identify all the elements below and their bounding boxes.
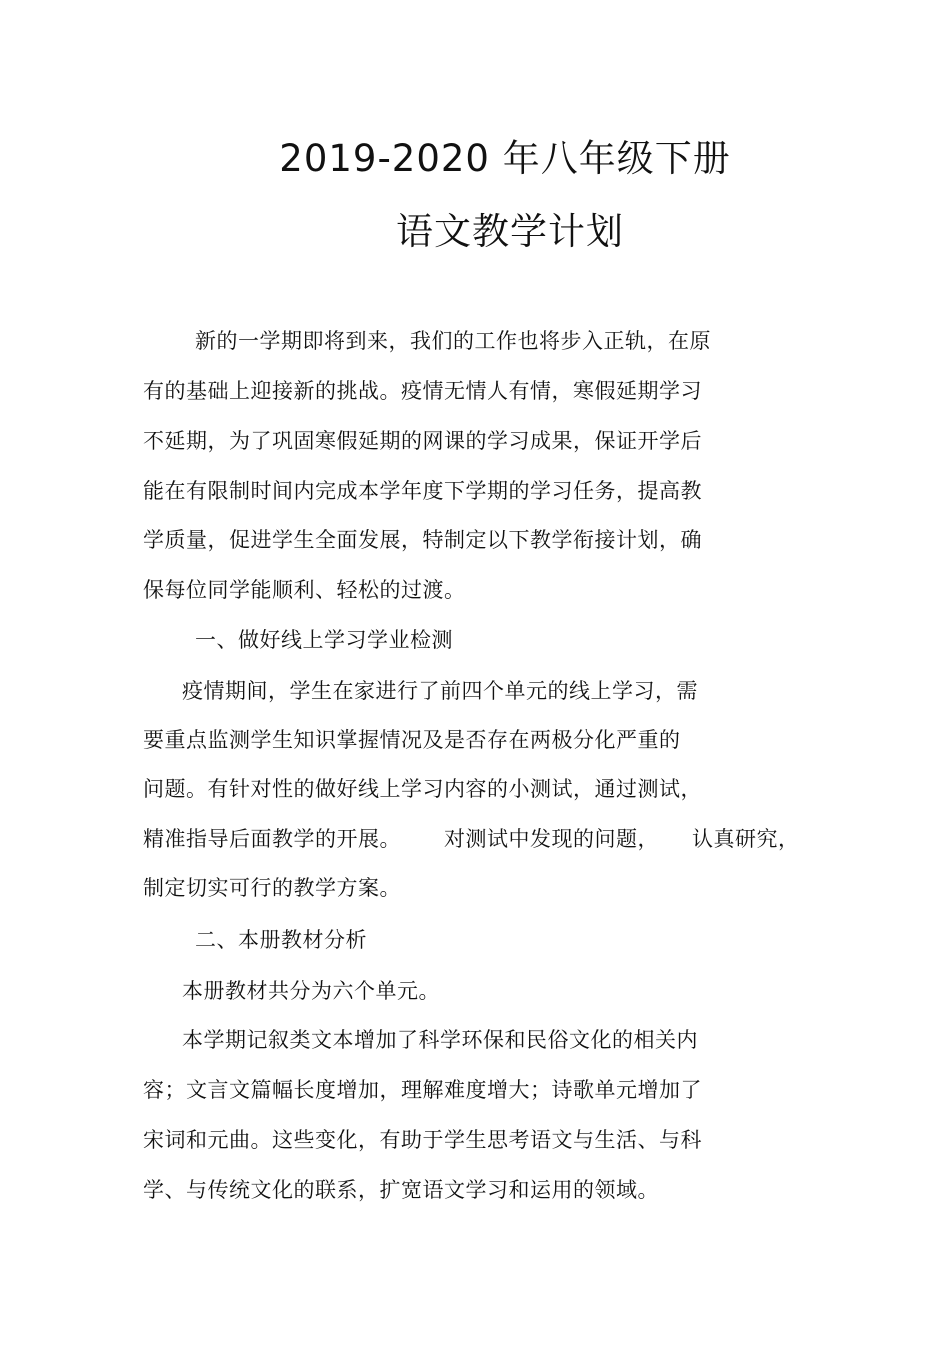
paragraph-line: 学质量，促进学生全面发展，特制定以下教学衔接计划，确 <box>143 528 702 552</box>
paragraph-line: 学、与传统文化的联系，扩宽语文学习和运用的领域。 <box>143 1178 659 1202</box>
paragraph-line: 能在有限制时间内完成本学年度下学期的学习任务，提高教 <box>143 479 702 503</box>
paragraph-line: 制定切实可行的教学方案。 <box>143 876 401 900</box>
section-heading: 一、做好线上学习学业检测 <box>195 628 453 652</box>
paragraph-line: 不延期，为了巩固寒假延期的网课的学习成果，保证开学后 <box>143 429 702 453</box>
paragraph-line: 对测试中发现的问题， <box>444 827 659 851</box>
paragraph-line: 问题。有针对性的做好线上学习内容的小测试，通过测试， <box>143 777 702 801</box>
paragraph-line: 本学期记叙类文本增加了科学环保和民俗文化的相关内 <box>182 1028 698 1052</box>
paragraph-line: 宋词和元曲。这些变化，有助于学生思考语文与生活、与科 <box>143 1128 702 1152</box>
paragraph-line: 有的基础上迎接新的挑战。疫情无情人有情，寒假延期学习 <box>143 379 702 403</box>
section-heading: 二、本册教材分析 <box>195 928 367 952</box>
paragraph-line: 要重点监测学生知识掌握情况及是否存在两极分化严重的 <box>143 728 681 752</box>
paragraph-line: 本册教材共分为六个单元。 <box>182 979 440 1003</box>
paragraph-line: 疫情期间，学生在家进行了前四个单元的线上学习，需 <box>182 679 698 703</box>
paragraph-line: 精准指导后面教学的开展。 <box>143 827 401 851</box>
paragraph-line: 保每位同学能顺利、轻松的过渡。 <box>143 578 466 602</box>
paragraph-line: 容；文言文篇幅长度增加，理解难度增大；诗歌单元增加了 <box>143 1078 702 1102</box>
document-title-line-2: 语文教学计划 <box>396 210 624 253</box>
paragraph-line: 新的一学期即将到来，我们的工作也将步入正轨，在原 <box>195 329 711 353</box>
document-title-line-1: 2019-2020 年八年级下册 <box>279 137 731 180</box>
paragraph-line: 认真研究， <box>692 827 800 851</box>
